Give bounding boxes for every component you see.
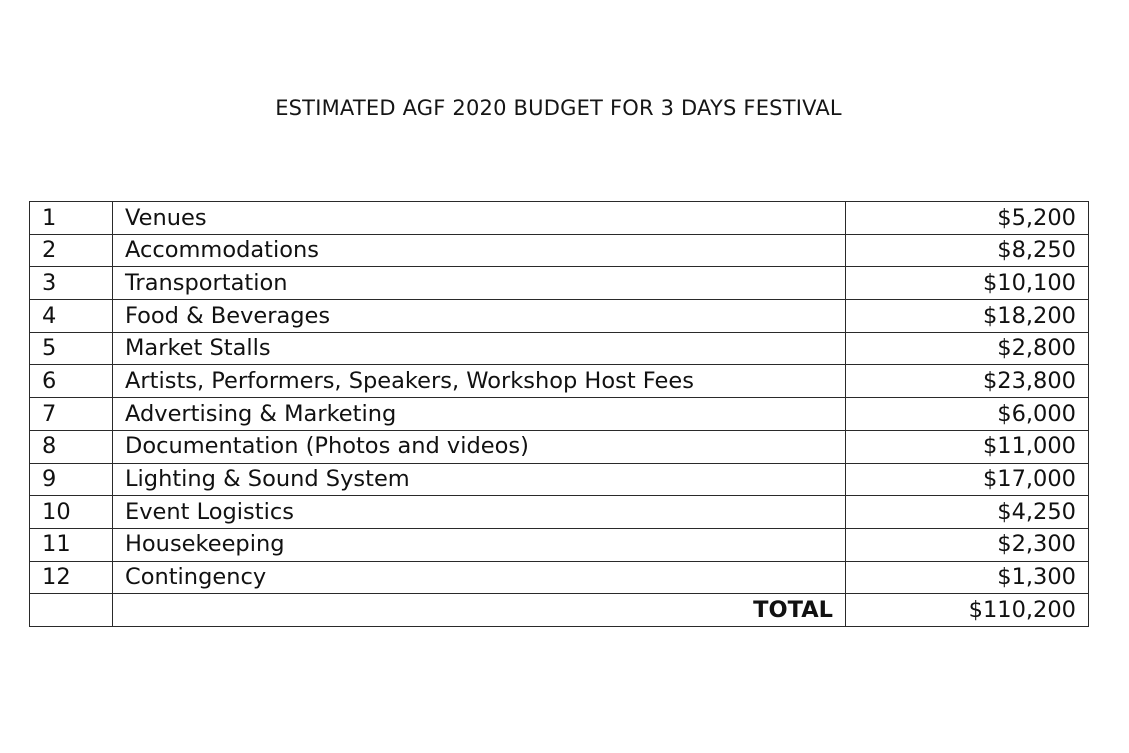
budget-item-label: Contingency xyxy=(113,561,846,594)
budget-row xyxy=(30,430,1089,463)
row-number: 1 xyxy=(30,202,113,235)
budget-row xyxy=(30,528,1089,561)
budget-row xyxy=(30,496,1089,529)
budget-item-amount: $1,300 xyxy=(846,561,1089,594)
row-number: 12 xyxy=(30,561,113,594)
budget-row xyxy=(30,561,1089,594)
budget-item-label: Advertising & Marketing xyxy=(113,398,846,431)
budget-item-amount: $10,100 xyxy=(846,267,1089,300)
budget-row xyxy=(30,267,1089,300)
total-label: TOTAL xyxy=(113,594,846,627)
budget-item-label: Venues xyxy=(113,202,846,235)
budget-item-label: Lighting & Sound System xyxy=(113,463,846,496)
budget-item-label: Housekeeping xyxy=(113,528,846,561)
budget-table xyxy=(29,201,1089,627)
row-number: 7 xyxy=(30,398,113,431)
budget-item-amount: $5,200 xyxy=(846,202,1089,235)
budget-item-label: Event Logistics xyxy=(113,496,846,529)
budget-item-amount: $17,000 xyxy=(846,463,1089,496)
budget-item-label: Transportation xyxy=(113,267,846,300)
budget-item-label: Accommodations xyxy=(113,234,846,267)
budget-row xyxy=(30,365,1089,398)
budget-item-label: Food & Beverages xyxy=(113,300,846,333)
budget-item-amount: $18,200 xyxy=(846,300,1089,333)
budget-row xyxy=(30,398,1089,431)
row-number: 2 xyxy=(30,234,113,267)
row-number: 8 xyxy=(30,430,113,463)
budget-item-label: Market Stalls xyxy=(113,332,846,365)
row-number: 5 xyxy=(30,332,113,365)
total-number-cell xyxy=(30,594,113,627)
budget-item-amount: $2,300 xyxy=(846,528,1089,561)
budget-item-amount: $6,000 xyxy=(846,398,1089,431)
document-title: ESTIMATED AGF 2020 BUDGET FOR 3 DAYS FESTIVAL xyxy=(275,96,842,120)
row-number: 4 xyxy=(30,300,113,333)
total-amount: $110,200 xyxy=(846,594,1089,627)
row-number: 3 xyxy=(30,267,113,300)
budget-item-label: Documentation (Photos and videos) xyxy=(113,430,846,463)
budget-item-amount: $11,000 xyxy=(846,430,1089,463)
budget-row xyxy=(30,332,1089,365)
row-number: 11 xyxy=(30,528,113,561)
budget-item-amount: $8,250 xyxy=(846,234,1089,267)
budget-item-label: Artists, Performers, Speakers, Workshop Host Fees xyxy=(113,365,846,398)
budget-row xyxy=(30,202,1089,235)
budget-row xyxy=(30,463,1089,496)
total-row xyxy=(30,594,1089,627)
budget-item-amount: $4,250 xyxy=(846,496,1089,529)
row-number: 10 xyxy=(30,496,113,529)
row-number: 6 xyxy=(30,365,113,398)
budget-item-amount: $2,800 xyxy=(846,332,1089,365)
budget-row xyxy=(30,234,1089,267)
row-number: 9 xyxy=(30,463,113,496)
budget-table-body xyxy=(30,202,1089,627)
budget-row xyxy=(30,300,1089,333)
budget-item-amount: $23,800 xyxy=(846,365,1089,398)
